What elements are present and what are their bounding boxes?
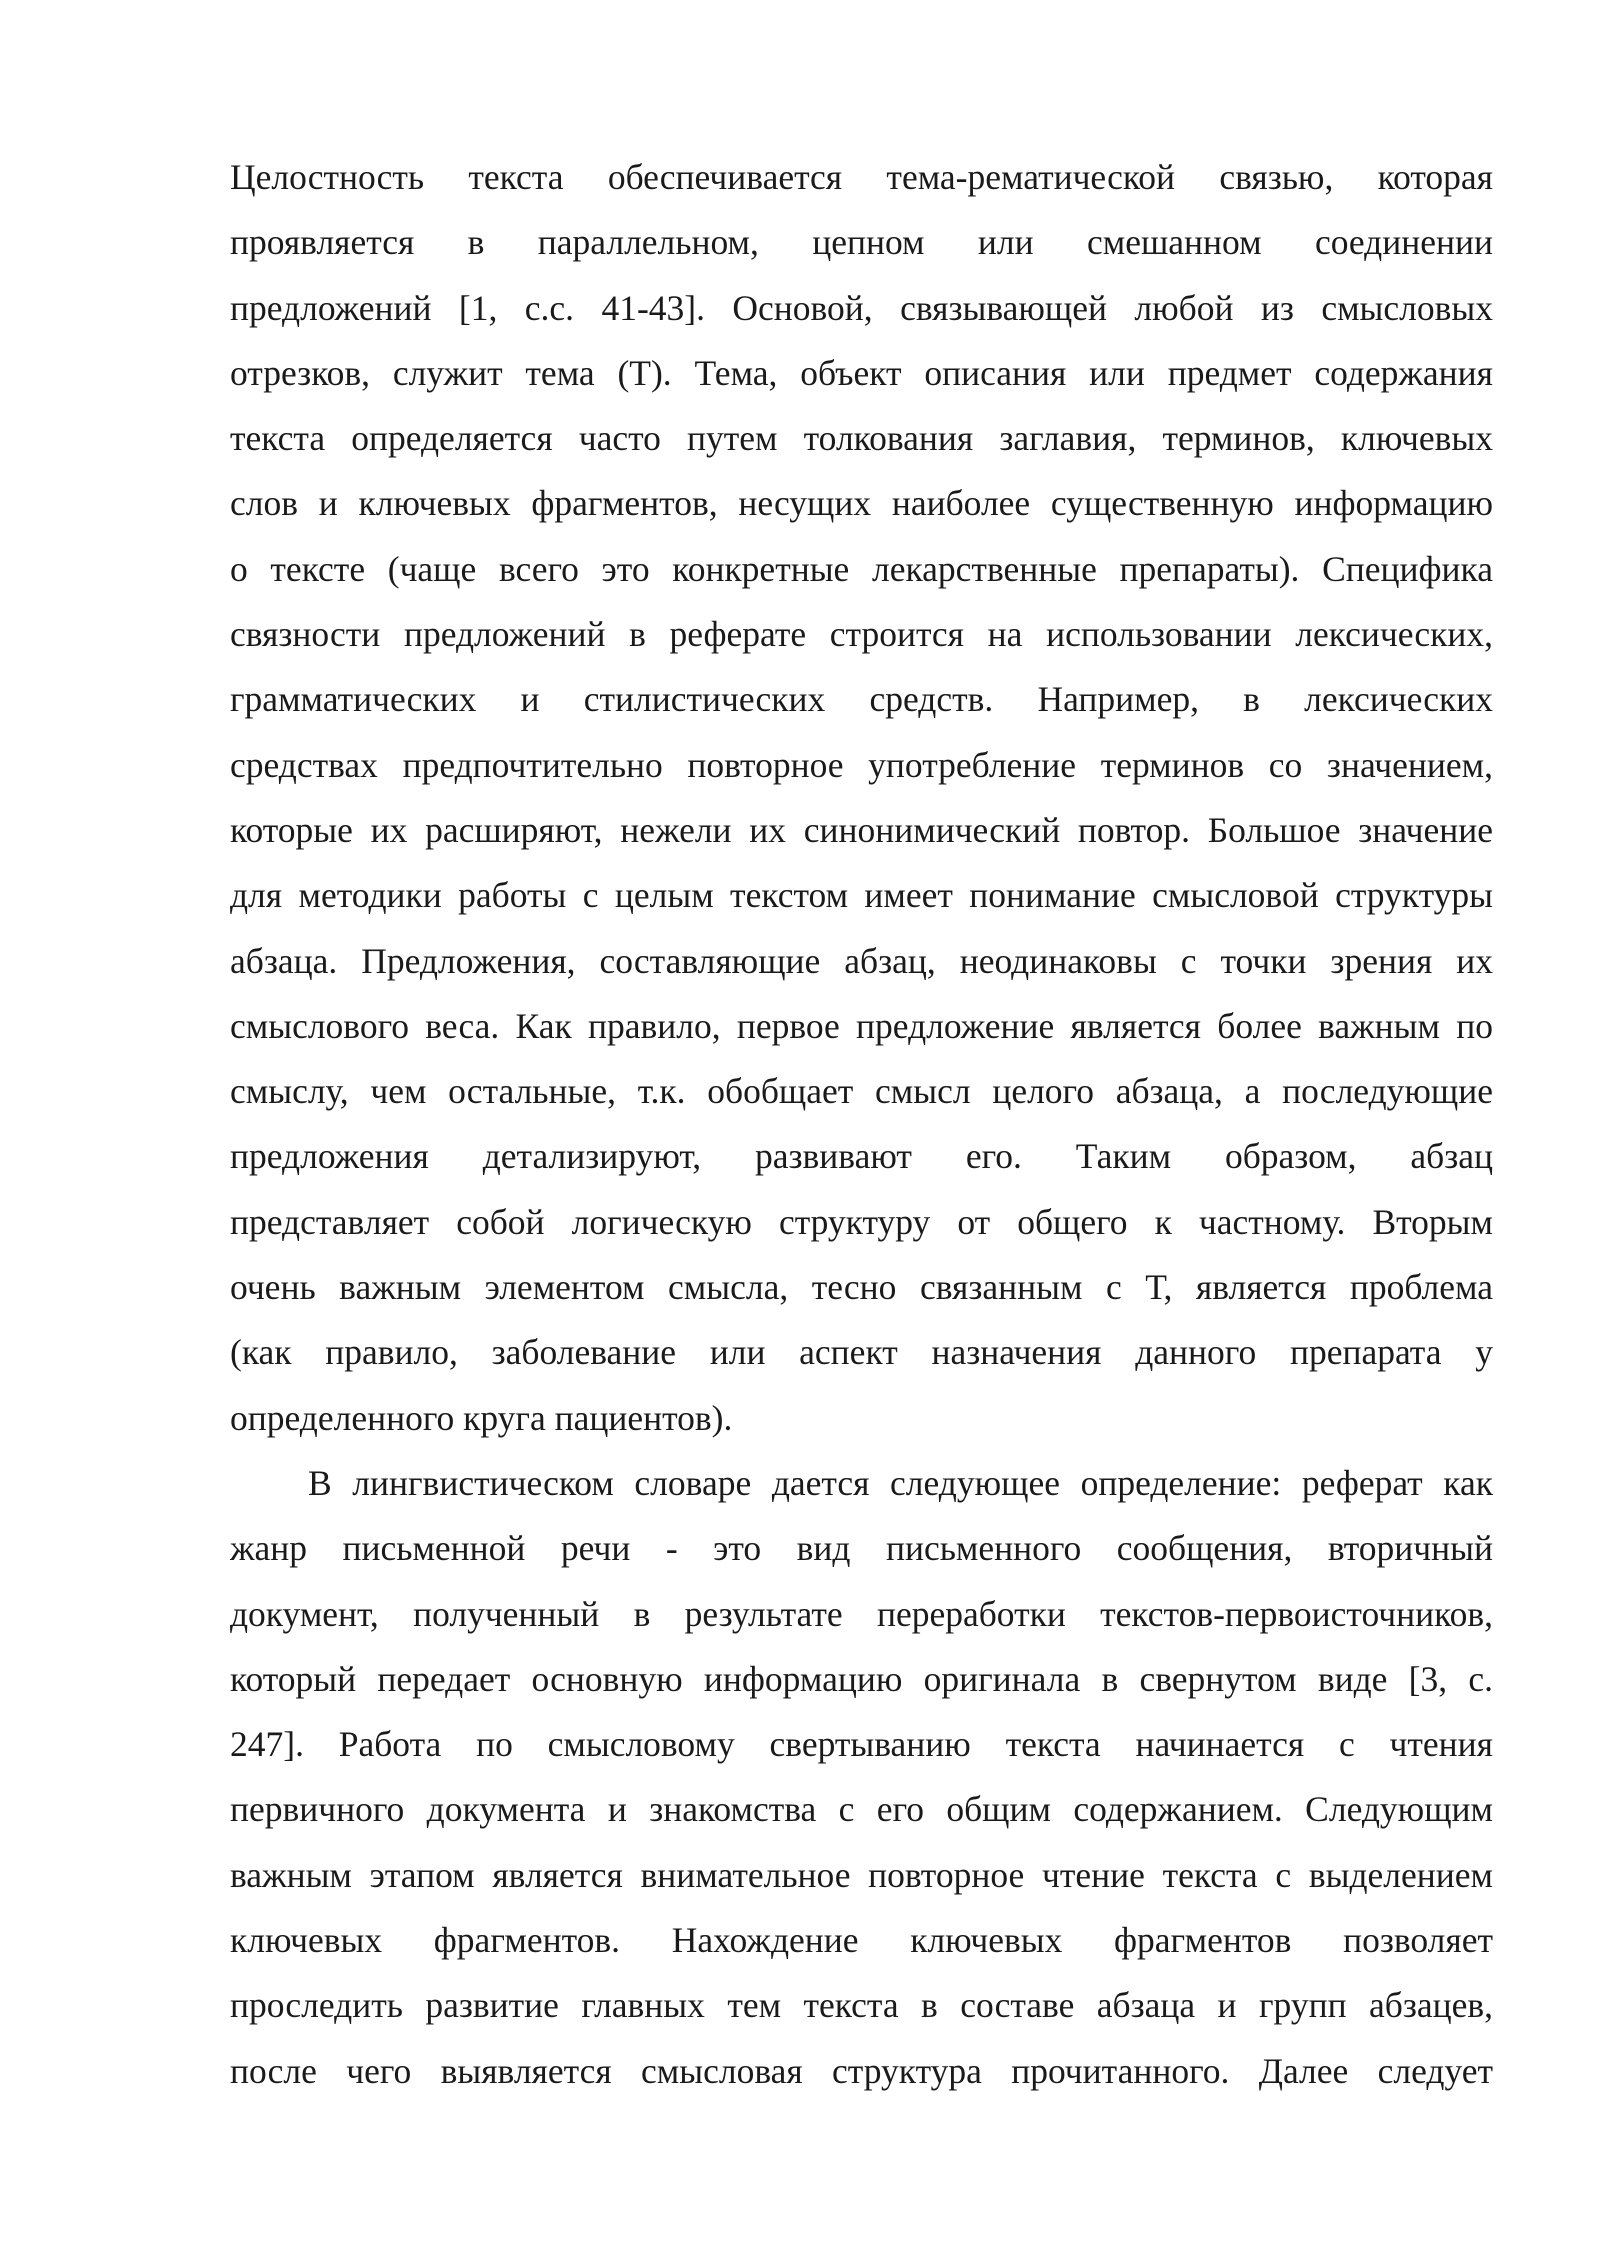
text-line: для методики работы с целым текстом имеет понимание смысловой структуры [230, 875, 1493, 916]
text-line: абзаца. Предложения, составляющие абзац, неодинаковы с точки зрения их [230, 940, 1493, 981]
text-line: о тексте (чаще всего это конкретные лекарственные препараты). Специфика [230, 548, 1493, 589]
text-line: предложений [1, с.с. 41-43]. Основой, связывающей любой из смысловых [230, 287, 1493, 328]
text-line: В лингвистическом словаре дается следующее определение: реферат как [308, 1462, 1493, 1503]
text-line: который передает основную информацию оригинала в свернутом виде [3, с. [230, 1658, 1493, 1699]
text-line: важным этапом является внимательное повторное чтение текста с выделением [230, 1854, 1493, 1895]
text-line: документ, полученный в результате переработки текстов-первоисточников, [230, 1593, 1493, 1634]
text-line: проследить развитие главных тем текста в составе абзаца и групп абзацев, [230, 1985, 1493, 2026]
text-line: определенного круга пациентов). [230, 1397, 733, 1438]
paragraph [230, 1451, 1493, 2104]
text-line: (как правило, заболевание или аспект назначения данного препарата у [230, 1332, 1493, 1373]
text-line: связности предложений в реферате строится на использовании лексических, [230, 614, 1493, 655]
text-line: жанр письменной речи - это вид письменного сообщения, вторичный [230, 1528, 1493, 1569]
text-line: очень важным элементом смысла, тесно связанным с Т, является проблема [230, 1267, 1493, 1308]
text-line: представляет собой логическую структуру от общего к частному. Вторым [230, 1201, 1493, 1242]
text-line: грамматических и стилистических средств. Например, в лексических [230, 679, 1493, 720]
text-line: первичного документа и знакомства с его общим содержанием. Следующим [230, 1789, 1493, 1830]
text-line: смыслового веса. Как правило, первое предложение является более важным по [230, 1005, 1493, 1046]
body-text [230, 145, 1493, 2104]
text-line: смыслу, чем остальные, т.к. обобщает смысл целого абзаца, а последующие [230, 1071, 1493, 1112]
text-line: предложения детализируют, развивают его. Таким образом, абзац [230, 1136, 1493, 1177]
text-line: проявляется в параллельном, цепном или смешанном соединении [230, 222, 1493, 263]
text-line: текста определяется часто путем толкования заглавия, терминов, ключевых [230, 418, 1493, 459]
text-line: Целостность текста обеспечивается тема-рематической связью, которая [230, 157, 1493, 197]
text-line: после чего выявляется смысловая структура прочитанного. Далее следует [230, 2050, 1493, 2091]
text-line: отрезков, служит тема (Т). Тема, объект описания или предмет содержания [230, 352, 1493, 393]
text-line: ключевых фрагментов. Нахождение ключевых фрагментов позволяет [230, 1920, 1493, 1961]
text-line: 247]. Работа по смысловому свертыванию текста начинается с чтения [230, 1724, 1493, 1765]
text-line: слов и ключевых фрагментов, несущих наиболее существенную информацию [230, 483, 1493, 524]
paragraph [230, 145, 1493, 1451]
text-line: средствах предпочтительно повторное употребление терминов со значением, [230, 744, 1493, 785]
text-line: которые их расширяют, нежели их синонимический повтор. Большое значение [230, 809, 1493, 850]
